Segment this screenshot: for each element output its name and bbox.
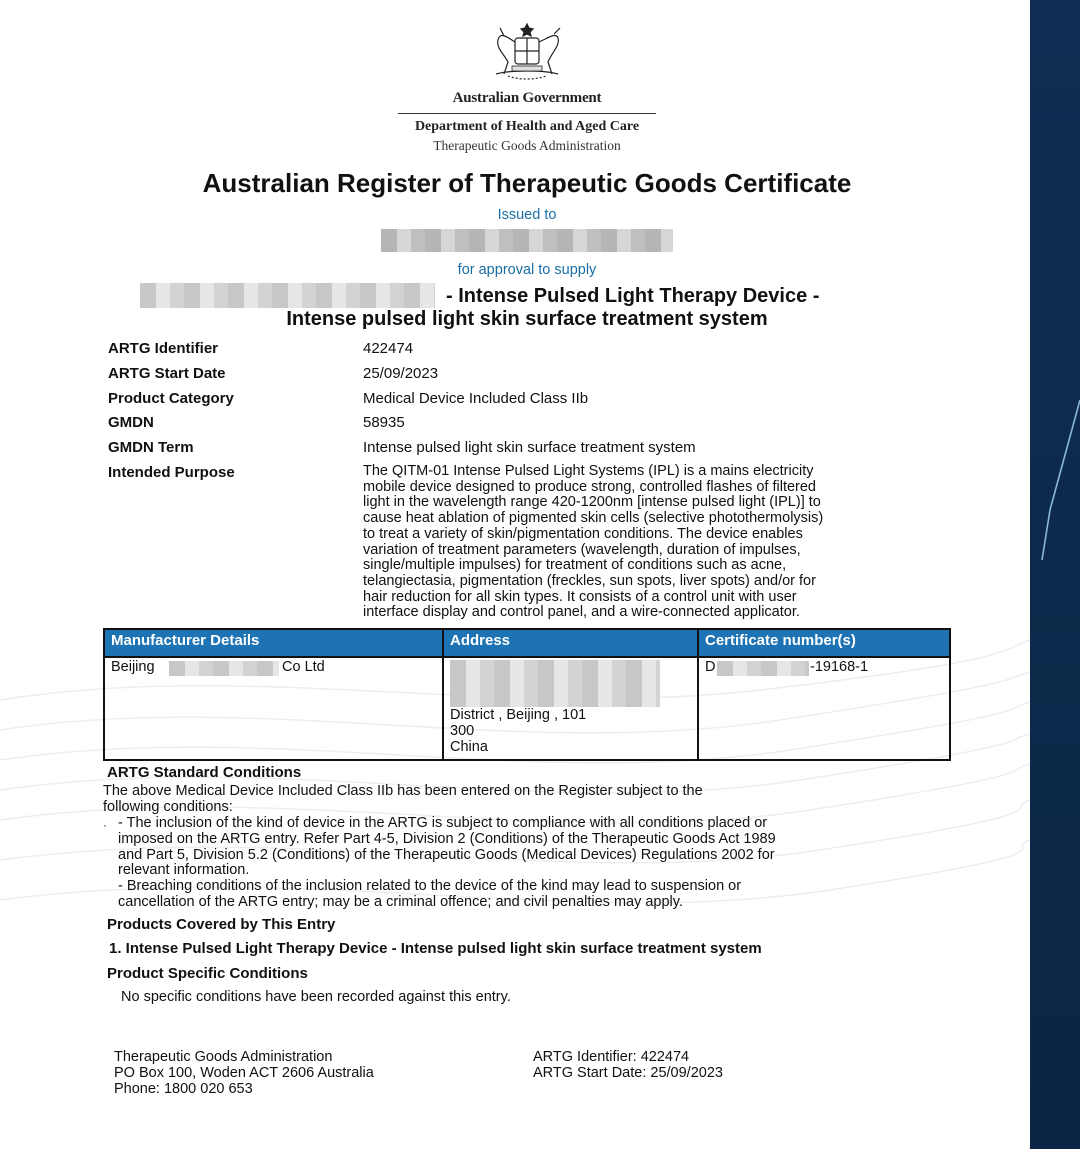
certificate-number-header: Certificate number(s) [699,630,949,656]
condition-line: and Part 5, Division 5.2 (Conditions) of the Therapeutic Goods (Medical Devices) Regulations 2002 for [118,846,775,863]
gmdn-term-label: GMDN Term [108,439,194,456]
purpose-line: variation of treatment parameters (wavelength, duration of impulses, [363,541,801,558]
products-covered-item: 1. Intense Pulsed Light Therapy Device - Intense pulsed light skin surface treatment system [109,940,762,957]
certificate-title: Australian Register of Therapeutic Goods Certificate [202,168,852,198]
footer-line: Therapeutic Goods Administration [114,1049,333,1065]
purpose-line: The QITM-01 Intense Pulsed Light Systems (IPL) is a mains electricity [363,463,814,479]
australian-coat-of-arms-icon [478,18,576,84]
redacted-product-brand [140,283,435,308]
footer-artg-info [533,1049,723,1081]
manufacturer-name-prefix: Beijing [111,659,155,675]
gmdn-label: GMDN [108,414,154,431]
bullet-marker: · [103,818,107,832]
intended-purpose-text [363,464,953,621]
address-line: China [450,738,488,755]
product-category-value: Medical Device Included Class IIb [363,390,589,407]
redacted-sponsor-name [381,229,673,252]
footer-line: ARTG Start Date: 25/09/2023 [533,1065,723,1081]
purpose-line: to treat a variety of skin/pigmentation conditions. The device enables [363,525,803,542]
footer-line: ARTG Identifier: 422474 [533,1049,690,1065]
specific-conditions-title: Product Specific Conditions [107,965,308,982]
address-line: District , Beijing , 101 [450,707,587,723]
address-header: Address [444,630,697,656]
standard-conditions-intro [103,784,703,816]
certificate-number-suffix: -19168-1 [810,659,869,675]
condition-line: imposed on the ARTG entry. Refer Part 4-5, Division 2 (Conditions) of the Therapeutic Goods Act 1989 [118,830,776,847]
product-title-line1: - Intense Pulsed Light Therapy Device - [446,285,820,307]
product-title-line2: Intense pulsed light skin surface treatment system [286,308,768,330]
intended-purpose-label: Intended Purpose [108,464,235,481]
gmdn-term-value: Intense pulsed light skin surface treatment system [363,439,696,456]
manufacturer-details-header: Manufacturer Details [105,630,442,656]
product-category-label: Product Category [108,390,234,407]
condition-line: - The inclusion of the kind of device in the ARTG is subject to compliance with all conditions placed or [118,815,768,831]
table-column-divider [442,630,444,761]
department-name: Department of Health and Aged Care [414,119,640,134]
intro-line: The above Medical Device Included Class IIb has been entered on the Register subject to the [103,783,703,799]
purpose-line: hair reduction for all skin types. It consists of a control unit with user [363,588,797,605]
header-divider [398,113,656,114]
artg-identifier-value: 422474 [363,340,414,357]
agency-name: Therapeutic Goods Administration [433,138,621,153]
government-name: Australian Government [452,90,602,106]
condition-line: cancellation of the ARTG entry; may be a criminal offence; and civil penalties may apply. [118,893,683,910]
purpose-line: light in the wavelength range 420-1200nm [intense pulsed light (IPL)] to [363,494,821,511]
manufacturer-name-suffix: Co Ltd [282,659,325,675]
purpose-line: interface display and control panel, and a wire-connected applicator. [363,604,800,621]
side-light-streak [1030,390,1080,570]
approval-label: for approval to supply [457,262,597,278]
standard-conditions-list [118,816,776,911]
standard-conditions-title: ARTG Standard Conditions [107,764,302,781]
certificate-number-prefix: D [705,659,716,675]
footer-address [114,1049,374,1097]
purpose-line: single/multiple impulses) for treatment of conditions such as acne, [363,557,787,574]
gmdn-value: 58935 [363,414,405,431]
condition-line: - Breaching conditions of the inclusion related to the device of the kind may lead to suspension or [118,878,742,895]
intro-line: following conditions: [103,798,233,815]
redacted-certificate-number [717,661,809,676]
address-text [450,708,586,755]
specific-conditions-text: No specific conditions have been recorded against this entry. [121,989,511,1005]
footer-line: PO Box 100, Woden ACT 2606 Australia [114,1065,374,1081]
purpose-line: telangiectasia, pigmentation (freckles, sun spots, liver spots) and/or for [363,572,816,589]
issued-to-label: Issued to [497,207,557,223]
manufacturer-table [103,628,951,761]
table-column-divider [697,630,699,761]
footer-line: Phone: 1800 020 653 [114,1081,253,1097]
table-header-divider [105,656,949,658]
products-covered-title: Products Covered by This Entry [107,916,336,933]
artg-start-date-value: 25/09/2023 [363,365,439,382]
purpose-line: cause heat ablation of pigmented skin cells (selective photothermolysis) [363,510,824,527]
artg-start-date-label: ARTG Start Date [108,365,226,382]
artg-identifier-label: ARTG Identifier [108,340,219,357]
redacted-manufacturer-name [169,661,279,676]
condition-line: relevant information. [118,862,250,879]
redacted-address [450,660,660,707]
address-line: 300 [450,722,475,739]
purpose-line: mobile device designed to produce strong, controlled flashes of filtered [363,478,816,495]
